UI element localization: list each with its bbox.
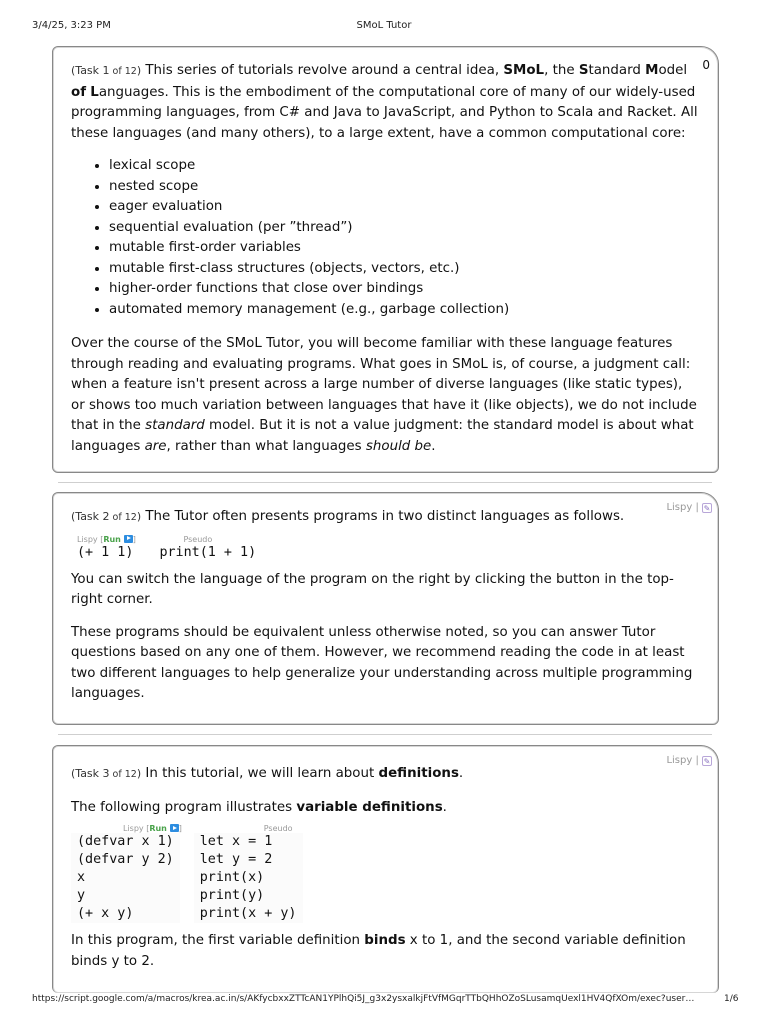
task-card-2 [52,492,719,725]
run-button[interactable]: Run [103,535,132,544]
list-item: • lexical scope [109,156,700,177]
code-right-label: Pseudo [263,824,293,833]
play-icon [170,824,179,832]
task2-paragraph: These programs should be equivalent unless otherwise noted, so you can answer Tutor questions based on any one of them. However, we recommend reading the code in at least two different languages to help generalize your understanding across multiple programming languages. [71,624,693,701]
list-item: • nested scope [109,177,700,198]
task2-paragraph: You can switch the language of the program on the right by clicking the button in the top-right corner. [71,571,674,607]
code-right-label: Pseudo [183,534,213,544]
divider [58,482,712,483]
list-item: • sequential evaluation (per ”thread”) [109,218,700,239]
divider [58,734,712,735]
code-left-label: Lispy [Run ] [123,824,182,833]
feature-list [109,156,700,320]
task-tag: (Task 1 of 12) [71,64,142,77]
code-left-column [71,533,139,562]
code-example [71,533,700,562]
language-switch-button[interactable]: Lispy | ✎ [666,755,711,766]
language-toggle-icon: ✎ [703,757,711,766]
code-lispy: (defvar x 1) (defvar y 2) x y (+ x y) [71,833,180,923]
run-button[interactable]: Run [149,824,178,833]
task3-paragraph: The following program illustrates variable definitions. [71,799,447,815]
task1-paragraph: Over the course of the SMoL Tutor, you will become familiar with these language features through reading and evaluating programs. What goes in SMoL is, of course, a judgment call: when a feature isn't present across a large number of diverse languages (like static types), or shows too much variation between languages that have it (like objects), we do not include that in the standard model. But it is not a value judgment: the standard model is about what languages are, rather than what languages should be. [71,336,697,454]
task1-intro: (Task 1 of 12) This series of tutorials revolve around a central idea, SMoL, the Standard Model of Languages. This is the embodiment of the computational core of many of our widely-used programming languages, from C# and Java to JavaScript, and Python to Scala and Racket. All these languages (and many others), to a large extent, have a common computational core: [71,63,698,141]
language-toggle-icon: ✎ [703,504,711,513]
task3-paragraph: In this program, the first variable definition binds x to 1, and the second variable definition binds y to 2. [71,933,686,969]
list-item: • automated memory management (e.g., garbage collection) [109,300,700,321]
task3-intro: (Task 3 of 12) In this tutorial, we will learn about definitions. [71,766,464,781]
print-url: https://script.google.com/a/macros/krea.ac.in/s/AKfycbxxZTTcAN1YPlhQi5J_g3x2ysxalkjFtVfMGqrTTbQHhOZoSLusamqUexl1HV4QfXOm/exec?user… [32,994,695,1004]
print-datetime: 3/4/25, 3:23 PM [32,20,111,31]
list-item: • eager evaluation [109,197,700,218]
task-card-1 [52,46,719,473]
play-icon [124,535,133,543]
list-item: • higher-order functions that close over bindings [109,279,700,300]
task-tag: (Task 3 of 12) [71,767,142,780]
code-lispy: (+ 1 1) [77,544,134,560]
task-card-3 [52,745,719,993]
task-counter: 0 [702,58,710,72]
list-item: • mutable first-order variables [109,238,700,259]
code-left-column [71,822,180,923]
code-left-label: Lispy [Run ] [77,534,136,544]
code-right-column [153,533,262,562]
list-item: • mutable first-class structures (objects, vectors, etc.) [109,259,700,280]
language-switch-button[interactable]: Lispy | ✎ [666,502,711,513]
task2-intro: (Task 2 of 12) The Tutor often presents programs in two distinct languages as follows. [71,509,625,524]
print-title: SMoL Tutor [356,20,412,31]
code-pseudo: let x = 1 let y = 2 print(x) print(y) print(x + y) [194,833,303,923]
code-pseudo: print(1 + 1) [159,544,257,560]
task-tag: (Task 2 of 12) [71,510,142,523]
code-right-column [194,822,303,923]
print-page-number: 1/6 [724,994,739,1004]
code-example [71,822,700,923]
